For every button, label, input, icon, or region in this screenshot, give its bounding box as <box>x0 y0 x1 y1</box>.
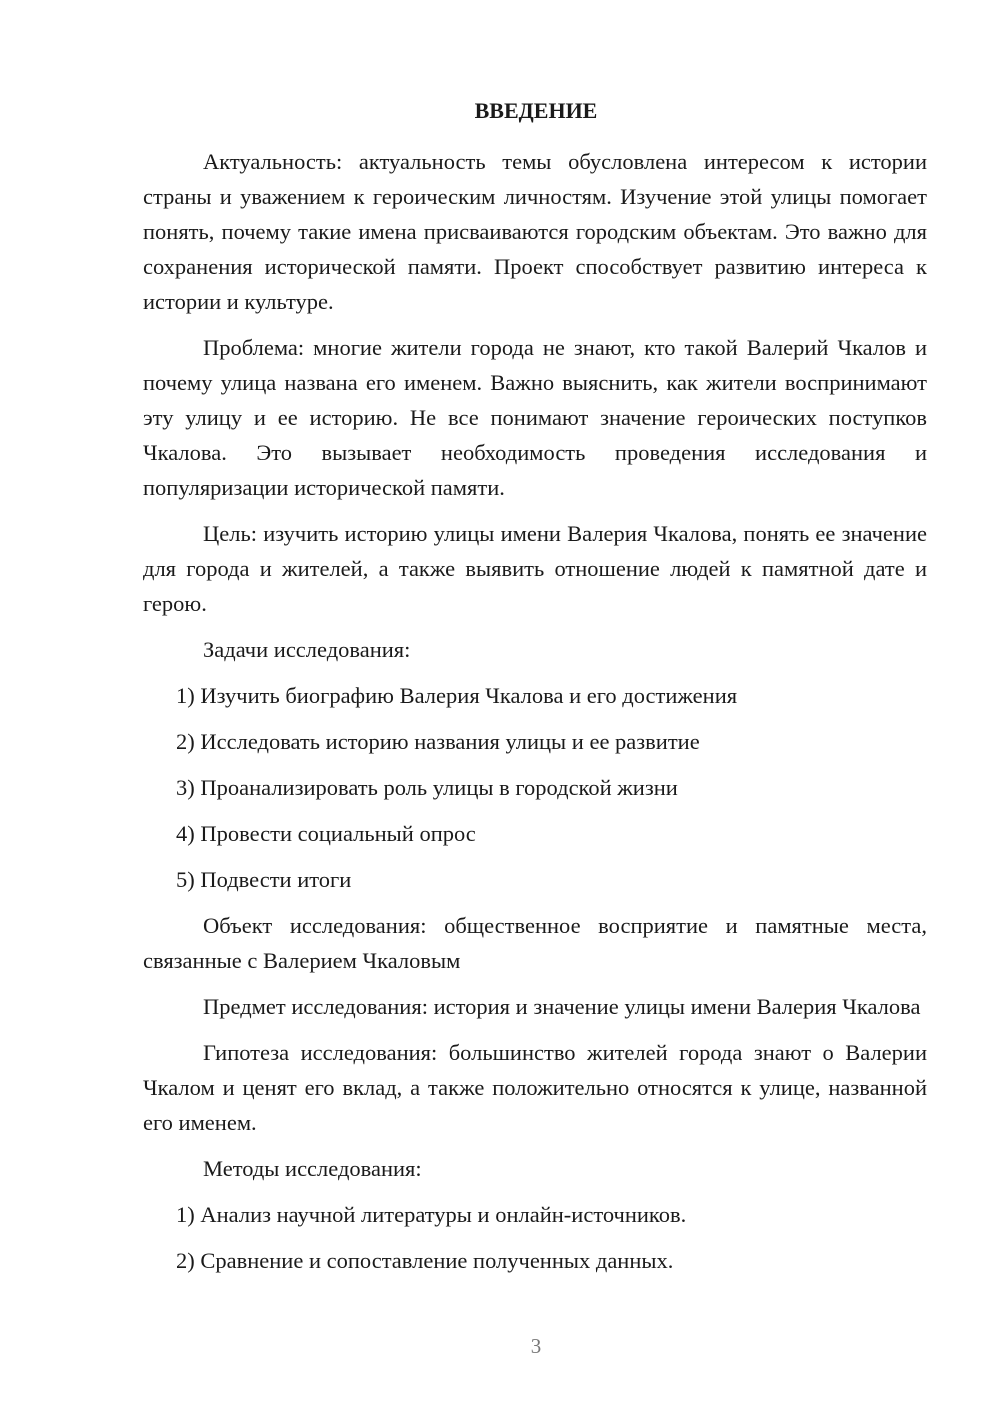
paragraph-methods-heading: Методы исследования: <box>203 1156 422 1181</box>
paragraph-object: Объект исследования: общественное восприятие и памятные места, связанные с Валерием Чкаловым <box>143 913 927 973</box>
list-item: 1) Изучить биографию Валерия Чкалова и его достижения <box>176 683 738 708</box>
list-item: 2) Исследовать историю названия улицы и ее развитие <box>176 729 700 754</box>
paragraph-subject: Предмет исследования: история и значение улицы имени Валерия Чкалова <box>203 994 921 1019</box>
page-title: ВВЕДЕНИЕ <box>474 98 598 123</box>
list-item: 3) Проанализировать роль улицы в городской жизни <box>176 775 678 800</box>
paragraph-tasks-heading: Задачи исследования: <box>203 637 411 662</box>
list-item: 1) Анализ научной литературы и онлайн-источников. <box>176 1202 687 1227</box>
paragraph-hypothesis: Гипотеза исследования: большинство жителей города знают о Валерии Чкалом и ценят его вклад, а также положительно относятся к улице, названной его именем. <box>143 1040 927 1135</box>
page-number: 3 <box>530 1334 542 1358</box>
list-item: 4) Провести социальный опрос <box>176 821 476 846</box>
document-body <box>143 144 927 1289</box>
paragraph-problem: Проблема: многие жители города не знают, кто такой Валерий Чкалов и почему улица названа его именем. Важно выяснить, как жители воспринимают эту улицу и ее историю. Не все понимают значение героических поступков Чкалова. Это вызывает необходимость проведения исследования и популяризации исторической памяти. <box>143 335 927 500</box>
list-item: 2) Сравнение и сопоставление полученных данных. <box>176 1248 674 1273</box>
paragraph-relevance: Актуальность: актуальность темы обусловлена интересом к истории страны и уважением к героическим личностям. Изучение этой улицы помогает понять, почему такие имена присваиваются городским объектам. Это важно для сохранения исторической памяти. Проект способствует развитию интереса к истории и культуре. <box>143 149 927 314</box>
paragraph-goal: Цель: изучить историю улицы имени Валерия Чкалова, понять ее значение для города и жителей, а также выявить отношение людей к памятной дате и герою. <box>143 521 927 616</box>
list-item: 5) Подвести итоги <box>176 867 352 892</box>
